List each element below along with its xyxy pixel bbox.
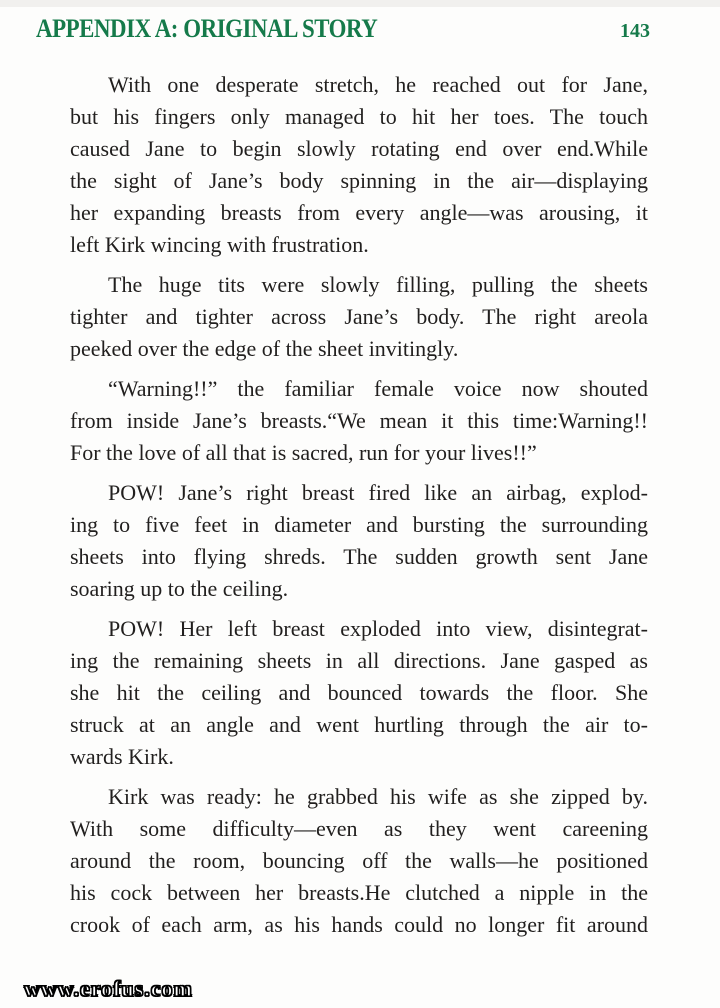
story-body: [70, 69, 648, 949]
text-line: but his fingers only managed to hit her toes. The touch: [70, 104, 648, 129]
watermark-url: www.erofus.com: [24, 976, 193, 1001]
paragraph: [70, 477, 648, 605]
text-line: With one desperate stretch, he reached out for Jane,: [108, 72, 648, 97]
paragraph: [70, 373, 648, 469]
text-line: wards Kirk.: [70, 744, 174, 769]
text-line: For the love of all that is sacred, run for your lives!!”: [70, 440, 537, 465]
scan-edge-artifact: [0, 0, 720, 7]
text-line: ing to five feet in diameter and bursting the surrounding: [70, 512, 648, 537]
text-line: struck at an angle and went hurtling through the air to-: [70, 712, 648, 737]
paragraph: [70, 613, 648, 773]
text-line: around the room, bouncing off the walls—he positioned: [70, 848, 648, 873]
appendix-title: APPENDIX A: ORIGINAL STORY: [36, 14, 378, 43]
paragraph: [70, 69, 648, 261]
text-line: Kirk was ready: he grabbed his wife as she zipped by.: [108, 784, 648, 809]
text-line: With some difficulty—even as they went careening: [70, 816, 648, 841]
page-number: 143: [620, 20, 650, 42]
text-line: tighter and tighter across Jane’s body. The right areola: [70, 304, 648, 329]
page-header: [36, 14, 650, 44]
text-line: crook of each arm, as his hands could no longer fit around: [70, 912, 648, 937]
text-line: she hit the ceiling and bounced towards the floor. She: [70, 680, 648, 705]
text-line: left Kirk wincing with frustration.: [70, 232, 369, 257]
text-line: from inside Jane’s breasts.“We mean it this time:Warning!!: [70, 408, 648, 433]
text-line: The huge tits were slowly filling, pulling the sheets: [108, 272, 648, 297]
text-line: his cock between her breasts.He clutched a nipple in the: [70, 880, 648, 905]
text-line: sheets into flying shreds. The sudden growth sent Jane: [70, 544, 648, 569]
text-line: ing the remaining sheets in all directions. Jane gasped as: [70, 648, 648, 673]
text-line: soaring up to the ceiling.: [70, 576, 289, 601]
paragraph: [70, 269, 648, 365]
text-line: “Warning!!” the familiar female voice now shouted: [108, 376, 648, 401]
text-line: her expanding breasts from every angle—was arousing, it: [70, 200, 648, 225]
text-line: caused Jane to begin slowly rotating end over end.While: [70, 136, 648, 161]
text-line: peeked over the edge of the sheet invitingly.: [70, 336, 459, 361]
paragraph: [70, 781, 648, 941]
text-line: POW! Her left breast exploded into view, disintegrat-: [108, 616, 648, 641]
text-line: the sight of Jane’s body spinning in the air—displaying: [70, 168, 648, 193]
text-line: POW! Jane’s right breast fired like an airbag, explod-: [108, 480, 648, 505]
